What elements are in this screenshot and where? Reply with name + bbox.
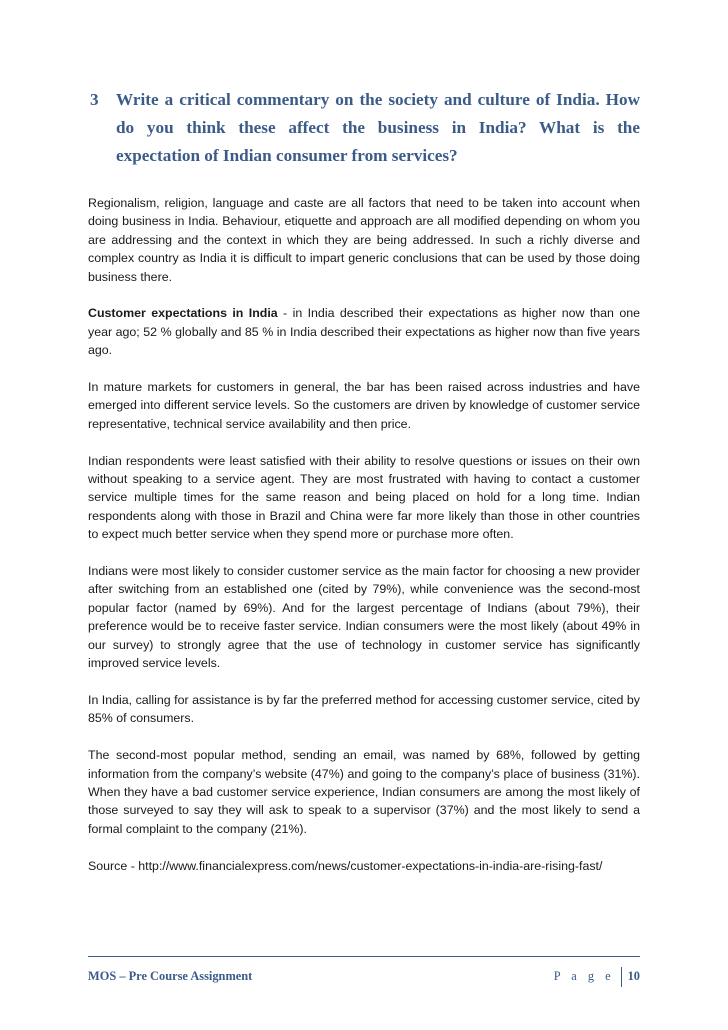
heading-line-1: Write a critical commentary on the society and culture of India. How bbox=[116, 90, 640, 109]
customer-expectations-text: - in India described their expectations as higher now than one year ago; 52 % globally and 85 % in India described their expectations as higher now than five years ago. bbox=[88, 306, 640, 358]
footer-title: MOS – Pre Course Assignment bbox=[88, 969, 253, 983]
source-line: Source - http://www.financialexpress.com/news/customer-expectations-in-india-are-rising-fast/ bbox=[88, 858, 603, 873]
paragraph-provider-switching: Indians were most likely to consider customer service as the main factor for choosing a new provider after switching from an established one (cited by 79%), while convenience was the second-most popular factor (named by 69%). And for the largest percentage of Indians (about 79%), their preference would be to receive faster service. Indian consumers were the most likely (about 49% in our survey) to strongly agree that the use of technology in customer service has significantly improved service levels. bbox=[88, 564, 640, 671]
footer-page-number bbox=[554, 965, 640, 987]
paragraph-mature-markets: In mature markets for customers in general, the bar has been raised across industries and have emerged into different service levels. So the customers are driven by knowledge of customer service representative, technical service availability and then price. bbox=[88, 380, 640, 431]
paragraph-regionalism: Regionalism, religion, language and caste are all factors that need to be taken into account when doing business in India. Behaviour, etiquette and approach are all modified depending on whom you are addressing and the context in which they are being addressed. In such a richly diverse and complex country as India it is difficult to impart generic conclusions that can be used by those doing business there. bbox=[88, 196, 640, 284]
question-heading bbox=[90, 86, 640, 170]
body-text bbox=[88, 194, 640, 893]
heading-line-3: expectation of Indian consumer from services? bbox=[116, 146, 458, 165]
question-number: 3 bbox=[90, 90, 99, 109]
paragraph-indian-respondents: Indian respondents were least satisfied with their ability to resolve questions or issues on their own without speaking to a service agent. They are most frustrated with having to contact a customer service multiple times for the same reason and being placed on hold for a long time. Indian respondents along with those in Brazil and China were far more likely than those in other countries to expect much better service when they spend more or purchase more often. bbox=[88, 453, 640, 542]
paragraph-calling-assistance: In India, calling for assistance is by far the preferred method for accessing customer service, cited by 85% of consumers. bbox=[88, 692, 640, 726]
customer-expectations-label: Customer expectations in India bbox=[88, 306, 278, 321]
page-number: 10 bbox=[627, 969, 640, 983]
page-label: P a g e bbox=[553, 969, 615, 983]
paragraph-customer-expectations bbox=[88, 304, 640, 359]
page-footer bbox=[88, 956, 640, 991]
paragraph-second-method: The second-most popular method, sending an email, was named by 68%, followed by getting information from the company’s website (47%) and going to the company’s place of business (31%). When they have a bad customer service experience, Indian consumers are among the most likely of those surveyed to say they will ask to speak to a supervisor (37%) and the most likely to send a formal complaint to the company (21%). bbox=[88, 748, 640, 836]
heading-line-2: do you think these affect the business in India? What is the bbox=[116, 118, 640, 137]
footer-divider bbox=[621, 967, 622, 987]
